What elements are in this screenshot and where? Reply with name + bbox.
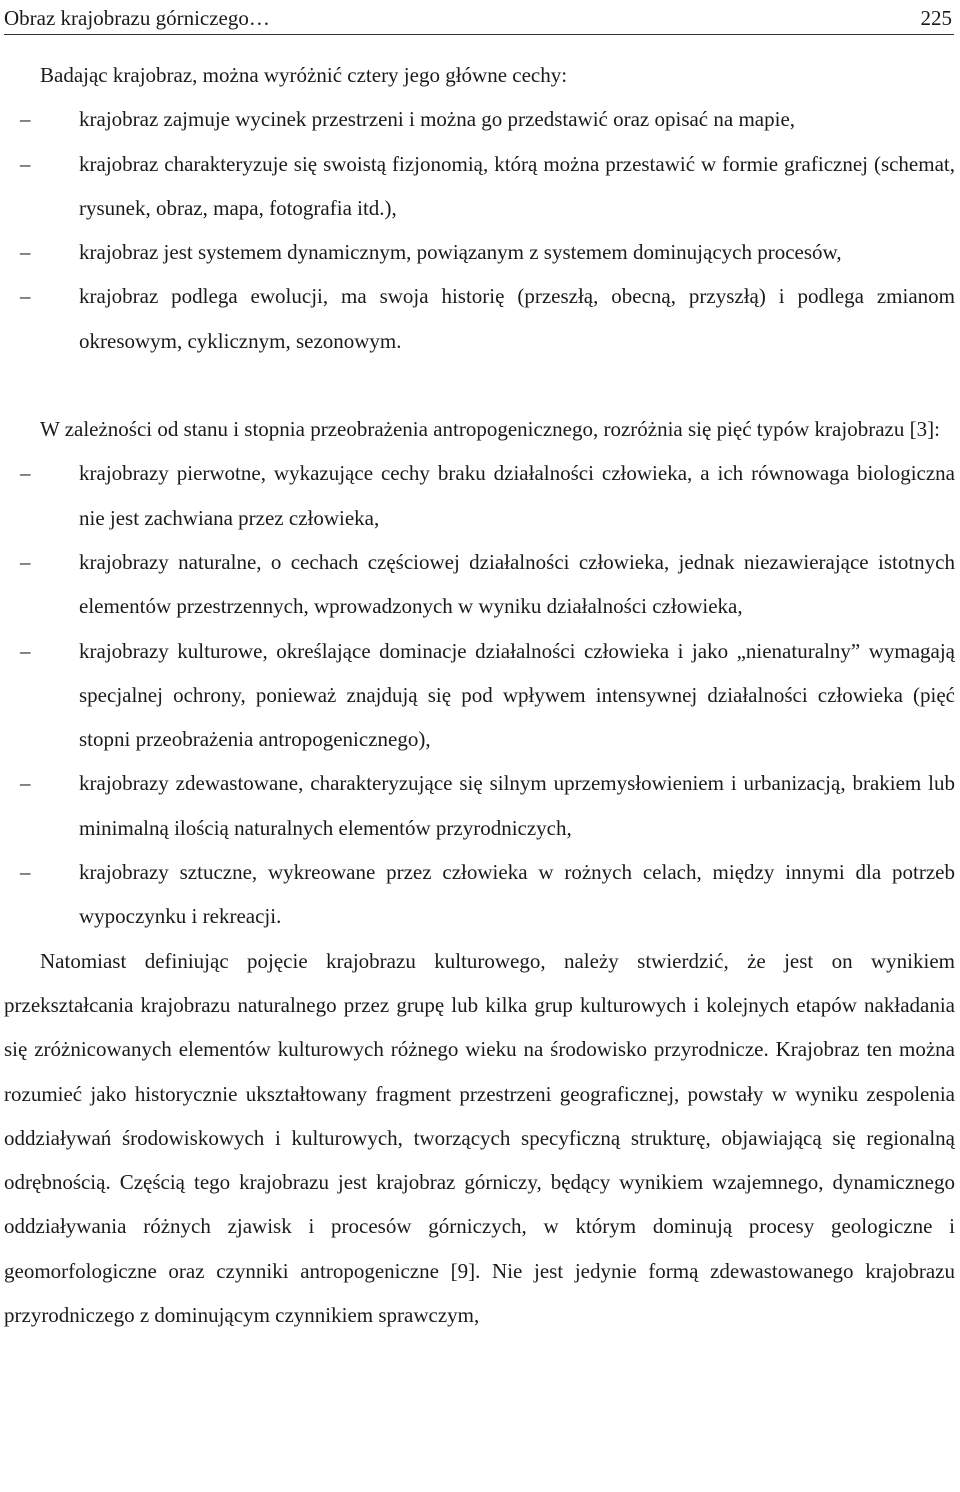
list-item-text: krajobrazy zdewastowane, charakteryzujące się silnym uprzemysłowieniem i urbanizacją, brakiem lub minimalną ilością naturalnych elementów przyrodniczych,	[79, 771, 955, 840]
running-title: Obraz krajobrazu górniczego…	[4, 6, 270, 30]
list-item-text: krajobraz charakteryzuje się swoistą fizjonomią, którą można przestawić w formie graficznej (schemat, rysunek, obraz, mapa, fotografia itd.),	[79, 151, 955, 220]
features-intro: Badając krajobraz, można wyróżnić cztery jego główne cechy:	[40, 63, 568, 87]
list-item	[4, 97, 955, 141]
paragraph-spacer	[4, 363, 955, 407]
types-intro: W zależności od stanu i stopnia przeobrażenia antropogenicznego, rozróżnia się pięć typów krajobrazu [3]:	[40, 417, 940, 442]
list-item-text: krajobraz zajmuje wycinek przestrzeni i można go przedstawić oraz opisać na mapie,	[79, 107, 796, 132]
dash-bullet-icon: –	[20, 284, 31, 309]
body-text	[4, 53, 955, 1337]
list-item-text: krajobraz jest systemem dynamicznym, powiązanym z systemem dominujących procesów,	[79, 240, 842, 265]
list-item-text: krajobraz podlega ewolucji, ma swoja historię (przeszłą, obecną, przyszłą) i podlega zmianom okresowym, cyklicznym, sezonowym.	[79, 284, 955, 353]
list-item	[4, 540, 955, 629]
list-item	[4, 451, 955, 540]
dash-bullet-icon: –	[20, 638, 31, 663]
list-item	[4, 230, 955, 274]
list-item-text: krajobrazy kulturowe, określające dominacje działalności człowieka i jako „nienaturalny” wymagają specjalnej ochrony, ponieważ znajdują się pod wpływem intensywnej działalności człowieka (pięć stopni przeobrażenia antropogenicznego),	[79, 638, 955, 752]
dash-bullet-icon: –	[20, 549, 31, 574]
running-header	[4, 2, 954, 35]
page-number: 225	[920, 6, 952, 30]
list-item	[4, 274, 955, 363]
list-item-text: krajobrazy pierwotne, wykazujące cechy braku działalności człowieka, a ich równowaga biologiczna nie jest zachwiana przez człowieka,	[79, 461, 955, 530]
list-item	[4, 142, 955, 231]
dash-bullet-icon: –	[20, 771, 31, 796]
list-item	[4, 629, 955, 762]
features-list	[4, 97, 955, 363]
list-item	[4, 761, 955, 850]
types-list	[4, 451, 955, 938]
list-item-text: krajobrazy sztuczne, wykreowane przez człowieka w rożnych celach, między innymi dla potrzeb wypoczynku i rekreacji.	[79, 860, 955, 929]
dash-bullet-icon: –	[20, 860, 31, 885]
dash-bullet-icon: –	[20, 461, 31, 486]
dash-bullet-icon: –	[20, 151, 31, 176]
list-item-text: krajobrazy naturalne, o cechach częściowej działalności człowieka, jednak niezawierające istotnych elementów przestrzennych, wprowadzonych w wyniku działalności człowieka,	[79, 549, 955, 619]
closing-paragraph: Natomiast definiując pojęcie krajobrazu kulturowego, należy stwierdzić, że jest on wynikiem przekształcania krajobrazu naturalnego przez grupę lub kilka grup kulturowych i kolejnych etapów nakładania się zróżnicowanych elementów kulturowych różnego wieku na środowisko przyrodnicze. Krajobraz ten można rozumieć jako historycznie ukształtowany fragment przestrzeni geograficznej, powstały w wyniku zespolenia oddziaływań środowiskowych i kulturowych, tworzących specyficzną strukturę, objawiającą się regionalną odrębnością. Częścią tego krajobrazu jest krajobraz górniczy, będący wynikiem wzajemnego, dynamicznego oddziaływania różnych zjawisk i procesów górniczych, w którym dominują procesy geologiczne i geomorfologiczne oraz czynniki antropogeniczne [9]. Nie jest jedynie formą zdewastowanego krajobrazu przyrodniczego z dominującym czynnikiem sprawczym,	[4, 948, 955, 1328]
list-item	[4, 850, 955, 939]
dash-bullet-icon: –	[20, 240, 31, 265]
dash-bullet-icon: –	[20, 107, 31, 132]
